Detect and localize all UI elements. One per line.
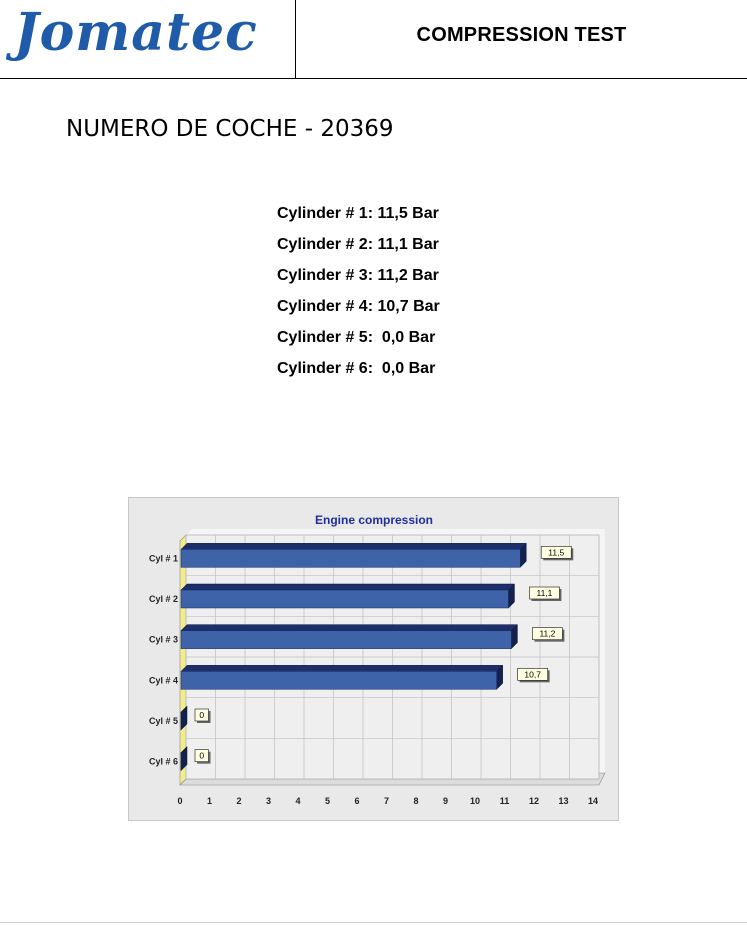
cylinder-reading-1: Cylinder # 1: 11,5 Bar <box>277 205 439 222</box>
bar <box>181 631 511 649</box>
data-label: 11,5 <box>548 547 565 558</box>
x-tick-label: 11 <box>499 796 510 806</box>
document-title: COMPRESSION TEST <box>416 24 627 46</box>
x-tick-label: 4 <box>295 796 301 806</box>
data-label: 10,7 <box>524 669 541 680</box>
x-tick-label: 9 <box>442 796 449 806</box>
y-category-label: Cyl # 5 <box>148 716 178 726</box>
bar <box>181 671 497 689</box>
cylinder-reading-5: Cylinder # 5: 0,0 Bar <box>277 329 436 346</box>
cylinder-reading-3: Cylinder # 3: 11,2 Bar <box>277 267 439 284</box>
x-tick-label: 10 <box>469 796 481 806</box>
y-category-label: Cyl # 3 <box>148 634 178 645</box>
x-tick-label: 2 <box>236 796 242 806</box>
x-tick-label: 13 <box>558 796 569 806</box>
bar-top-face <box>181 543 526 549</box>
data-label: 11,2 <box>539 628 556 639</box>
bar-top-face <box>181 584 514 590</box>
company-logo: Jomatec <box>14 2 258 63</box>
cylinder-reading-2: Cylinder # 2: 11,1 Bar <box>277 236 439 253</box>
x-tick-label: 8 <box>413 796 419 806</box>
x-tick-label: 1 <box>206 796 213 806</box>
y-category-label: Cyl # 4 <box>148 675 178 686</box>
data-label: 0 <box>199 750 205 761</box>
x-tick-label: 6 <box>354 796 360 806</box>
x-tick-label: 0 <box>177 796 183 806</box>
plot-left-wall <box>180 535 186 785</box>
document-header <box>0 0 747 79</box>
footer-divider <box>0 922 747 923</box>
x-tick-label: 7 <box>383 796 390 806</box>
y-category-label: Cyl # 1 <box>148 553 178 564</box>
cylinder-readings <box>277 203 440 389</box>
vehicle-number: NUMERO DE COCHE - 20369 <box>66 116 394 142</box>
data-label: 0 <box>199 710 205 720</box>
x-tick-label: 3 <box>265 796 272 806</box>
bar <box>181 590 508 608</box>
logo-box <box>0 0 296 79</box>
y-category-label: Cyl # 2 <box>148 594 178 604</box>
x-tick-label: 5 <box>324 796 331 806</box>
chart-canvas <box>129 498 620 822</box>
data-label: 11,1 <box>536 588 553 598</box>
bar-top-face <box>181 625 517 631</box>
bar-top-face <box>181 665 503 671</box>
cylinder-reading-6: Cylinder # 6: 0,0 Bar <box>277 360 436 377</box>
y-category-label: Cyl # 6 <box>148 756 178 767</box>
bar <box>181 549 520 567</box>
x-tick-label: 14 <box>587 796 599 806</box>
chart-title: Engine compression <box>314 513 434 527</box>
engine-compression-chart <box>128 497 619 821</box>
cylinder-reading-4: Cylinder # 4: 10,7 Bar <box>277 298 440 315</box>
x-tick-label: 12 <box>528 796 540 806</box>
